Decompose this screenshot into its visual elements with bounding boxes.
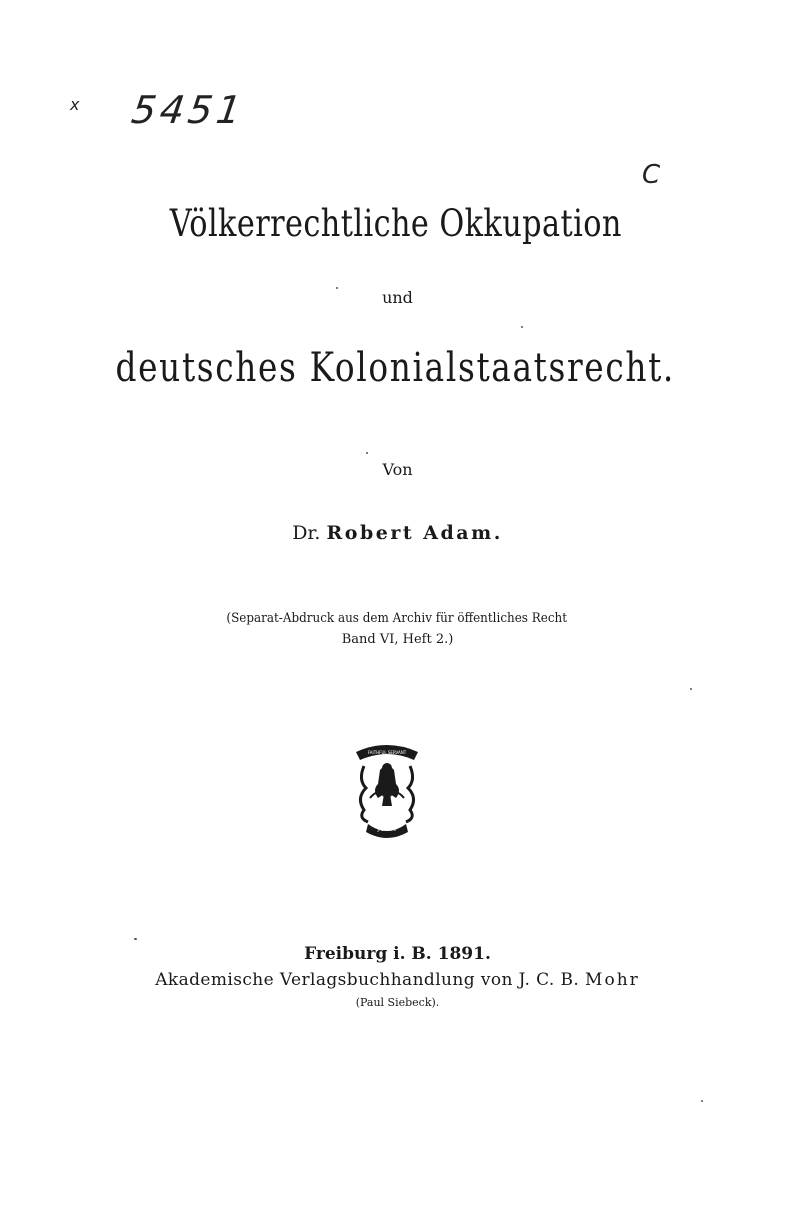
handwritten-x-mark: x: [70, 95, 80, 114]
offprint-note-line-2: Band VI, Heft 2.): [341, 632, 454, 647]
title-line-2: deutsches Kolonialstaatsrecht.: [115, 345, 675, 391]
author-prefix: Dr.: [292, 522, 321, 544]
title-connector: und: [382, 288, 413, 307]
author-line: [0, 522, 795, 544]
offprint-note-line-1: (Separat-Abdruck aus dem Archiv für öffentliches Recht: [226, 611, 568, 626]
imprint-publisher: [0, 970, 795, 990]
paper-speck: [701, 1100, 703, 1102]
printer-mark-banner: FAITHFUL SERVANT: [367, 750, 407, 755]
paper-speck: [521, 326, 523, 328]
imprint-parenthetical: (Paul Siebeck).: [355, 996, 440, 1009]
title-line-1: Völkerrechtliche Okkupation: [169, 202, 622, 245]
publisher-prefix: Akademische Verlagsbuchhandlung von J. C. B.: [155, 970, 580, 990]
publisher-name: Mohr: [585, 970, 640, 990]
byline-von: Von: [382, 460, 413, 479]
paper-speck: [366, 452, 368, 454]
imprint-place-year: Freiburg i. B. 1891.: [304, 944, 491, 964]
handwritten-corner-letter: C: [642, 160, 661, 190]
printer-mark-initials: J.C.B.M.: [377, 827, 397, 833]
paper-speck: [336, 287, 338, 289]
printer-mark-emblem: [350, 740, 424, 840]
author-name: Robert Adam.: [326, 522, 503, 544]
handwritten-catalog-number: 5451: [128, 88, 248, 132]
paper-speck: [690, 688, 692, 690]
paper-speck: [134, 938, 137, 940]
